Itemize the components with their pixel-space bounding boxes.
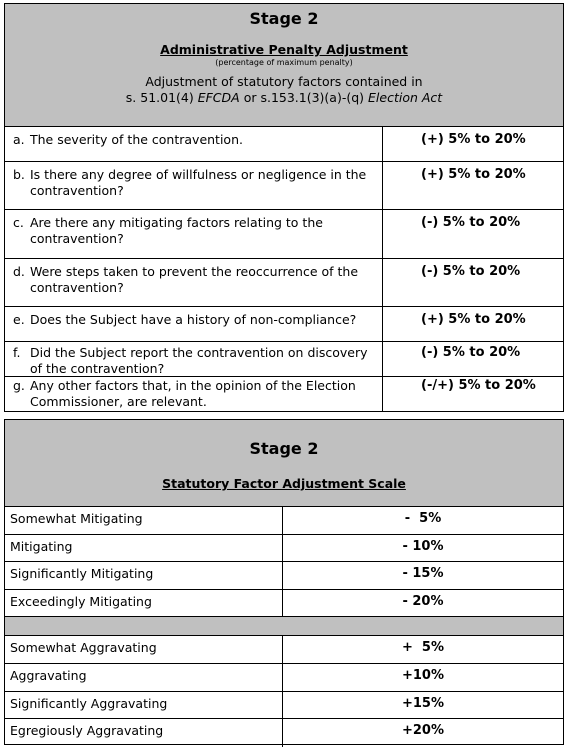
factor-text: Were steps taken to prevent the reoccurrence of the contravention? [30, 264, 359, 295]
scale-value: +20% [401, 723, 444, 739]
factor-text: The severity of the contravention. [30, 132, 243, 147]
factor-range: (-) 5% to 20% [421, 345, 521, 360]
factor-text: Are there any mitigating factors relating to the contravention? [30, 215, 323, 246]
factor-letter: a. [13, 132, 25, 147]
scale-value: + 5% [401, 640, 444, 656]
adjustment-line-2 [5, 90, 563, 106]
factor-range: (+) 5% to 20% [421, 167, 526, 182]
scale-value: - 10% [402, 538, 444, 554]
adjustment-section-ref-2: or s.153.1(3)(a)-(q) [239, 90, 369, 105]
factor-letter: e. [13, 312, 25, 327]
scale-label: Significantly Mitigating [5, 562, 283, 589]
scale-row [5, 562, 563, 590]
scale-label: Significantly Aggravating [5, 692, 283, 719]
scale-row [5, 590, 563, 618]
factor-text: Any other factors that, in the opinion of the Election Commissioner, are relevant. [30, 378, 356, 409]
factor-row [5, 342, 563, 377]
factor-text: Does the Subject have a history of non-compliance? [30, 312, 357, 327]
factor-row [5, 210, 563, 259]
scale-label: Somewhat Aggravating [5, 636, 283, 663]
scale-row [5, 664, 563, 692]
scale-row [5, 692, 563, 720]
factor-range: (+) 5% to 20% [421, 132, 526, 147]
factor-range: (+) 5% to 20% [421, 312, 526, 327]
scale-label: Somewhat Mitigating [5, 507, 283, 534]
adjustment-scale-table [4, 419, 564, 745]
factor-text: Is there any degree of willfulness or negligence in the contravention? [30, 167, 367, 198]
factor-row [5, 162, 563, 210]
penalty-adjustment-table [4, 3, 564, 412]
factor-letter: g. [13, 378, 25, 393]
scale-row [5, 636, 563, 664]
factor-letter: c. [13, 215, 24, 230]
factor-letter: b. [13, 167, 25, 182]
efcda-italic: EFCDA [197, 90, 240, 105]
adjustment-scale-header [5, 420, 563, 507]
adjustment-description [5, 74, 563, 106]
scale-label: Exceedingly Mitigating [5, 590, 283, 617]
section-subtitle: Administrative Penalty Adjustment [160, 42, 408, 57]
penalty-adjustment-header [5, 4, 563, 127]
scale-label: Egregiously Aggravating [5, 719, 283, 747]
section-note: (percentage of maximum penalty) [215, 58, 353, 67]
scale-row [5, 719, 563, 747]
factor-letter: f. [13, 345, 21, 360]
scale-row [5, 507, 563, 535]
scale-value: +10% [401, 667, 444, 683]
stage-title: Stage 2 [249, 9, 319, 28]
factor-range: (-) 5% to 20% [421, 264, 521, 279]
election-act-italic: Election Act [368, 90, 443, 105]
scale-value: +15% [401, 695, 444, 711]
factor-range: (-) 5% to 20% [421, 215, 521, 230]
scale-row [5, 535, 563, 563]
scale-label: Aggravating [5, 664, 283, 691]
factor-letter: d. [13, 264, 25, 279]
scale-value: - 5% [404, 511, 442, 526]
adjustment-section-ref: s. 51.01(4) [125, 90, 198, 105]
factor-row [5, 307, 563, 342]
factor-row [5, 259, 563, 307]
scale-label: Mitigating [5, 535, 283, 562]
scale-value: - 15% [402, 566, 444, 582]
factor-row [5, 377, 563, 412]
section-subtitle: Statutory Factor Adjustment Scale [162, 476, 406, 491]
adjustment-line-1: Adjustment of statutory factors contained in [145, 74, 423, 89]
stage-title: Stage 2 [249, 439, 319, 458]
scale-value: - 20% [402, 593, 444, 609]
section-divider [5, 617, 563, 636]
factor-row [5, 127, 563, 162]
factor-range: (-/+) 5% to 20% [421, 378, 536, 393]
factor-text: Did the Subject report the contravention on discovery of the contravention? [30, 345, 368, 376]
